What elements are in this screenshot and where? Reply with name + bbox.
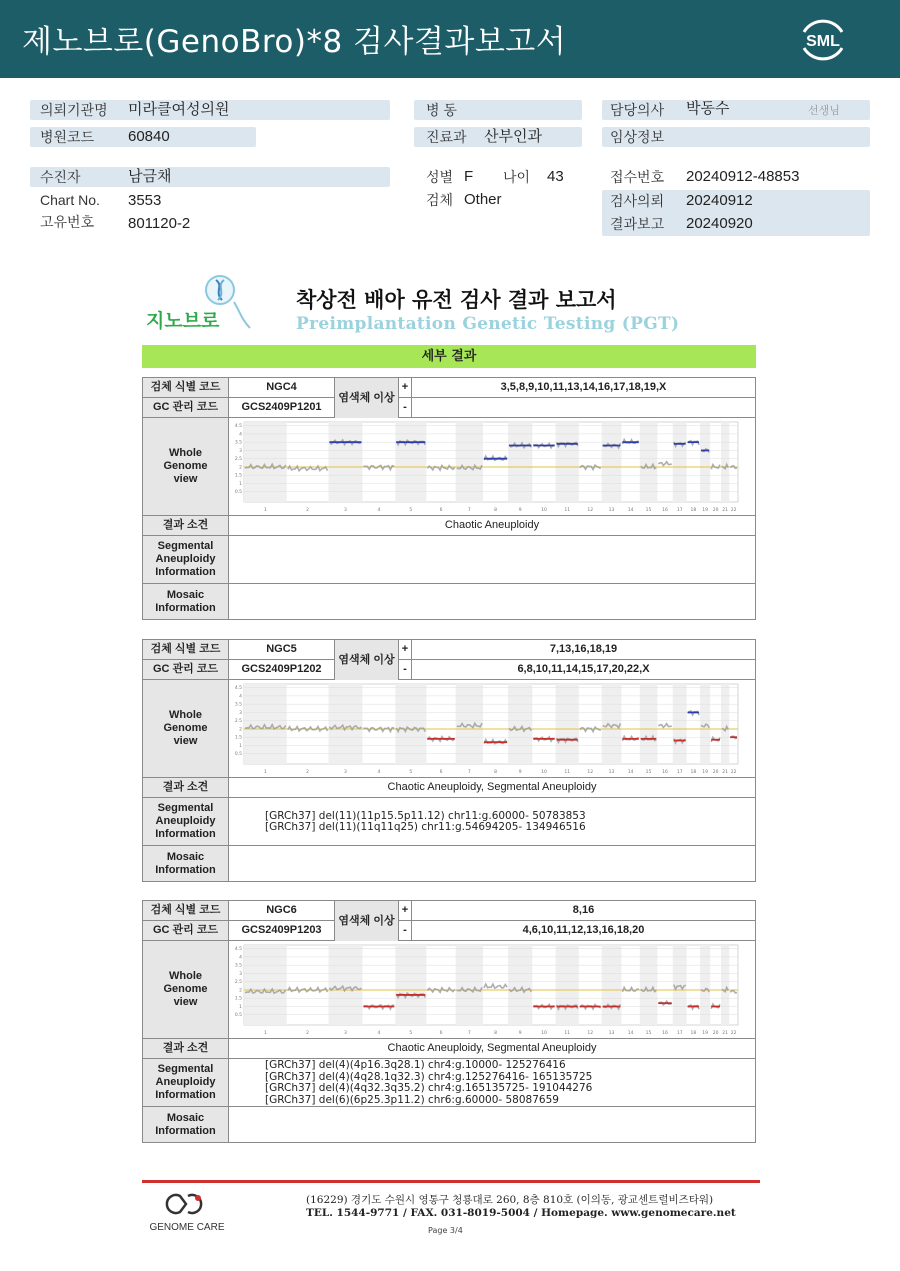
sml-logo-text: SML <box>806 33 840 50</box>
sample-code-value: NGC6 <box>229 901 335 920</box>
x-tick-label: 10 <box>541 508 547 513</box>
x-tick-label: 5 <box>409 508 413 513</box>
doctor-value: 박동수 <box>686 100 730 117</box>
chrom-abnormal-label: 염색체 이상 <box>335 901 399 941</box>
genobro-logo <box>142 272 262 334</box>
y-tick-label: 0.5 <box>234 1013 242 1019</box>
specimen-label: 검체 <box>426 192 454 208</box>
x-tick-label: 13 <box>608 1031 615 1036</box>
specimen-value: Other <box>464 191 502 208</box>
whole-genome-row <box>143 680 755 778</box>
x-tick-label: 18 <box>690 508 697 513</box>
segmental-row <box>143 798 755 846</box>
x-tick-label: 22 <box>730 508 737 513</box>
x-tick-label: 3 <box>344 770 347 775</box>
x-tick-label: 4 <box>377 1031 381 1036</box>
age-label: 나이 <box>503 169 531 185</box>
x-tick-label: 20 <box>712 1031 719 1036</box>
y-tick-label: 0.5 <box>234 490 242 496</box>
whole-genome-chart <box>230 418 755 515</box>
x-tick-label: 21 <box>722 508 728 513</box>
footer-contact-line: TEL. 1544-9771 / FAX. 031-8019-5004 / Homepage. www.genomecare.net <box>306 1207 736 1219</box>
mosaic-row <box>143 846 755 881</box>
page-number: Page 3/4 <box>428 1226 463 1235</box>
x-tick-label: 19 <box>702 508 708 513</box>
y-tick-label: 4.5 <box>234 947 242 953</box>
minus-sign: - <box>399 398 412 417</box>
chrom-gain-list: 3,5,8,9,10,11,13,14,16,17,18,19,X <box>500 381 667 393</box>
y-tick-label: 1.5 <box>234 996 242 1002</box>
footer-address-line: (16229) 경기도 수원시 영통구 청룡대로 260, 8층 810호 (이의동, 광교센트럴비즈타워) <box>306 1194 714 1206</box>
y-tick-label: 3.5 <box>234 702 242 708</box>
y-tick-label: 2.5 <box>234 457 242 463</box>
segmental-label: Segmental Aneuploidy Information <box>143 536 229 583</box>
segmental-item: [GRCh37] del(11)(11p15.5p11.12) chr11:g.60000- 50783853 <box>265 809 586 822</box>
x-tick-label: 5 <box>409 1031 413 1036</box>
x-tick-label: 20 <box>712 770 719 775</box>
y-tick-label: 2.5 <box>234 719 242 725</box>
gc-code-label: GC 관리 코드 <box>143 921 229 940</box>
clinical-info-label: 임상정보 <box>610 129 665 145</box>
gc-code-label: GC 관리 코드 <box>143 398 229 417</box>
x-tick-label: 7 <box>467 508 471 513</box>
report-header <box>0 0 900 78</box>
x-tick-label: 21 <box>722 1031 728 1036</box>
y-tick-label: 4 <box>239 694 242 700</box>
segmental-item: [GRCh37] del(6)(6p25.3p11.2) chr6:g.60000- 58087659 <box>265 1093 559 1106</box>
x-tick-label: 16 <box>662 1031 668 1036</box>
whole-genome-chart <box>230 680 755 777</box>
gc-code-value: GCS2409P1203 <box>229 921 335 940</box>
y-tick-label: 3.5 <box>234 440 242 446</box>
finding-row <box>143 778 755 798</box>
chrom-abnormal-label: 염색체 이상 <box>335 378 399 418</box>
y-tick-label: 3 <box>239 971 242 977</box>
genome-care-logo-text: GENOME CARE <box>149 1222 225 1233</box>
result-date-label: 결과보고 <box>610 216 665 232</box>
id-label: 고유번호 <box>40 214 95 230</box>
x-tick-label: 14 <box>627 770 634 775</box>
gc-code-row <box>143 921 755 941</box>
whole-genome-label: Whole Genome view <box>143 680 229 777</box>
x-tick-label: 15 <box>645 770 652 775</box>
x-tick-label: 11 <box>564 1031 571 1036</box>
id-value: 801120-2 <box>128 215 191 232</box>
y-tick-label: 1 <box>239 481 242 487</box>
chrom-abnormal-label: 염색체 이상 <box>335 640 399 680</box>
chrom-loss-list <box>412 398 755 417</box>
result-date-value: 20240920 <box>686 215 753 232</box>
institution-label: 의뢰기관명 <box>40 102 108 118</box>
x-tick-label: 15 <box>645 1031 652 1036</box>
x-tick-label: 17 <box>676 1031 683 1036</box>
x-tick-label: 10 <box>541 1031 547 1036</box>
x-tick-label: 12 <box>587 1031 594 1036</box>
x-tick-label: 7 <box>467 1031 471 1036</box>
age-value: 43 <box>547 168 564 185</box>
x-tick-label: 6 <box>439 1031 443 1036</box>
chrom-loss-list: 6,8,10,11,14,15,17,20,22,X <box>517 663 650 675</box>
doctor-suffix: 선생님 <box>808 105 840 117</box>
request-label: 검사의뢰 <box>610 193 665 209</box>
sample-code-label: 검체 식별 코드 <box>143 640 229 659</box>
x-tick-label: 21 <box>722 770 728 775</box>
receipt-label: 접수번호 <box>610 169 665 185</box>
x-tick-label: 4 <box>377 508 381 513</box>
whole-genome-chart <box>230 941 755 1038</box>
gc-code-row <box>143 660 755 680</box>
x-tick-label: 17 <box>676 508 683 513</box>
finding-label: 결과 소견 <box>143 1039 229 1058</box>
x-tick-label: 19 <box>702 1031 708 1036</box>
x-tick-label: 19 <box>702 770 708 775</box>
x-tick-label: 16 <box>662 508 668 513</box>
chart-value: 3553 <box>128 192 162 209</box>
y-tick-label: 1 <box>239 743 242 749</box>
x-tick-label: 2 <box>306 508 310 513</box>
x-tick-label: 16 <box>662 770 668 775</box>
genobro-logo-text: 지노브로 <box>146 310 220 332</box>
x-tick-label: 1 <box>263 508 267 513</box>
department-value: 산부인과 <box>484 128 542 145</box>
hospital-code-value: 60840 <box>128 128 170 145</box>
y-tick-label: 2 <box>239 988 242 994</box>
x-tick-label: 8 <box>494 1031 497 1036</box>
y-tick-label: 1.5 <box>234 735 242 741</box>
segmental-label: Segmental Aneuploidy Information <box>143 798 229 845</box>
detail-results-bar: 세부 결과 <box>142 345 756 368</box>
sample-code-value: NGC4 <box>229 378 335 397</box>
mosaic-label: Mosaic Information <box>143 1107 229 1142</box>
plus-sign: + <box>399 901 412 920</box>
sample-block-ngc5 <box>142 639 756 882</box>
report-main-title: 제노브로(GenoBro)*8 검사결과보고서 <box>22 24 567 60</box>
plus-sign: + <box>399 378 412 397</box>
x-tick-label: 10 <box>541 770 547 775</box>
x-tick-label: 12 <box>587 770 594 775</box>
genome-care-logo <box>140 1190 234 1234</box>
y-tick-label: 4 <box>239 432 242 438</box>
sample-block-ngc6 <box>142 900 756 1143</box>
y-tick-label: 4.5 <box>234 686 242 692</box>
x-tick-label: 22 <box>730 1031 737 1036</box>
minus-sign: - <box>399 921 412 940</box>
x-tick-label: 8 <box>494 508 497 513</box>
chrom-loss-list: 4,6,10,11,12,13,16,18,20 <box>522 924 645 936</box>
x-tick-label: 11 <box>564 770 571 775</box>
mosaic-row <box>143 584 755 619</box>
x-tick-label: 15 <box>645 508 652 513</box>
x-tick-label: 20 <box>712 508 719 513</box>
footer-divider <box>142 1180 760 1183</box>
chrom-gain-list: 7,13,16,18,19 <box>549 643 618 655</box>
x-tick-label: 18 <box>690 770 697 775</box>
sample-code-row <box>143 378 755 398</box>
x-tick-label: 2 <box>306 770 310 775</box>
name-value: 남금채 <box>128 168 172 185</box>
finding-value: Chaotic Aneuploidy <box>444 519 540 531</box>
mosaic-label: Mosaic Information <box>143 584 229 619</box>
sex-value: F <box>464 168 474 185</box>
chrom-gain-list: 8,16 <box>572 904 595 916</box>
y-tick-label: 3 <box>239 448 242 454</box>
x-tick-label: 9 <box>518 508 522 513</box>
sample-code-label: 검체 식별 코드 <box>143 901 229 920</box>
sample-code-row <box>143 901 755 921</box>
x-tick-label: 9 <box>518 770 522 775</box>
sample-code-row <box>143 640 755 660</box>
whole-genome-row <box>143 941 755 1039</box>
x-tick-label: 1 <box>263 1031 267 1036</box>
segmental-item: [GRCh37] del(4)(4q28.1q32.3) chr4:g.125276416- 165135725 <box>265 1070 593 1083</box>
sml-logo <box>796 14 850 64</box>
gc-code-row <box>143 398 755 418</box>
mosaic-label: Mosaic Information <box>143 846 229 881</box>
segmental-label: Segmental Aneuploidy Information <box>143 1059 229 1106</box>
whole-genome-label: Whole Genome view <box>143 418 229 515</box>
x-tick-label: 7 <box>467 770 471 775</box>
footer-address <box>306 1194 736 1220</box>
x-tick-label: 4 <box>377 770 381 775</box>
segmental-row <box>143 536 755 584</box>
sample-code-value: NGC5 <box>229 640 335 659</box>
receipt-value: 20240912-48853 <box>686 168 800 185</box>
x-tick-label: 18 <box>690 1031 697 1036</box>
y-tick-label: 2 <box>239 465 242 471</box>
y-tick-label: 4.5 <box>234 424 242 430</box>
name-pill <box>30 167 390 187</box>
whole-genome-row <box>143 418 755 516</box>
report-title-korean: 착상전 배아 유전 검사 결과 보고서 <box>296 288 617 312</box>
y-tick-label: 4 <box>239 955 242 961</box>
finding-row <box>143 516 755 536</box>
x-tick-label: 2 <box>306 1031 310 1036</box>
sex-label: 성별 <box>426 169 454 185</box>
report-title-english: Preimplantation Genetic Testing (PGT) <box>296 314 680 334</box>
finding-value: Chaotic Aneuploidy, Segmental Aneuploidy <box>387 781 597 793</box>
x-tick-label: 12 <box>587 508 594 513</box>
segmental-item: [GRCh37] del(4)(4p16.3q28.1) chr4:g.10000- 125276416 <box>265 1059 566 1071</box>
chart-label: Chart No. <box>40 192 100 208</box>
gc-code-label: GC 관리 코드 <box>143 660 229 679</box>
x-tick-label: 17 <box>676 770 683 775</box>
segmental-item: [GRCh37] del(4)(4q32.3q35.2) chr4:g.165135725- 191044276 <box>265 1082 593 1094</box>
y-tick-label: 1 <box>239 1004 242 1010</box>
request-value: 20240912 <box>686 192 753 209</box>
mosaic-row <box>143 1107 755 1142</box>
x-tick-label: 14 <box>627 508 634 513</box>
x-tick-label: 3 <box>344 1031 347 1036</box>
x-tick-label: 13 <box>608 508 615 513</box>
x-tick-label: 3 <box>344 508 347 513</box>
segmental-item: [GRCh37] del(11)(11q11q25) chr11:g.54694205- 134946516 <box>265 821 586 833</box>
y-tick-label: 1.5 <box>234 473 242 479</box>
x-tick-label: 6 <box>439 508 443 513</box>
institution-value: 미라클여성의원 <box>128 101 230 118</box>
y-tick-label: 3 <box>239 710 242 716</box>
x-tick-label: 22 <box>730 770 737 775</box>
ward-label: 병 동 <box>426 102 457 118</box>
sample-code-label: 검체 식별 코드 <box>143 378 229 397</box>
x-tick-label: 1 <box>263 770 267 775</box>
hospital-code-label: 병원코드 <box>40 129 95 145</box>
y-tick-label: 0.5 <box>234 752 242 758</box>
finding-value: Chaotic Aneuploidy, Segmental Aneuploidy <box>387 1042 597 1054</box>
finding-label: 결과 소견 <box>143 778 229 797</box>
x-tick-label: 6 <box>439 770 443 775</box>
x-tick-label: 8 <box>494 770 497 775</box>
x-tick-label: 9 <box>518 1031 522 1036</box>
department-label: 진료과 <box>426 129 467 145</box>
sample-block-ngc4 <box>142 377 756 620</box>
y-tick-label: 3.5 <box>234 963 242 969</box>
plus-sign: + <box>399 640 412 659</box>
finding-row <box>143 1039 755 1059</box>
gc-code-value: GCS2409P1201 <box>229 398 335 417</box>
name-label: 수진자 <box>40 169 81 185</box>
y-tick-label: 2.5 <box>234 980 242 986</box>
x-tick-label: 11 <box>564 508 571 513</box>
minus-sign: - <box>399 660 412 679</box>
x-tick-label: 14 <box>627 1031 634 1036</box>
finding-label: 결과 소견 <box>143 516 229 535</box>
doctor-label: 담당의사 <box>610 102 665 118</box>
gc-code-value: GCS2409P1202 <box>229 660 335 679</box>
segmental-row <box>143 1059 755 1107</box>
x-tick-label: 13 <box>608 770 615 775</box>
x-tick-label: 5 <box>409 770 413 775</box>
whole-genome-label: Whole Genome view <box>143 941 229 1038</box>
y-tick-label: 2 <box>239 727 242 733</box>
